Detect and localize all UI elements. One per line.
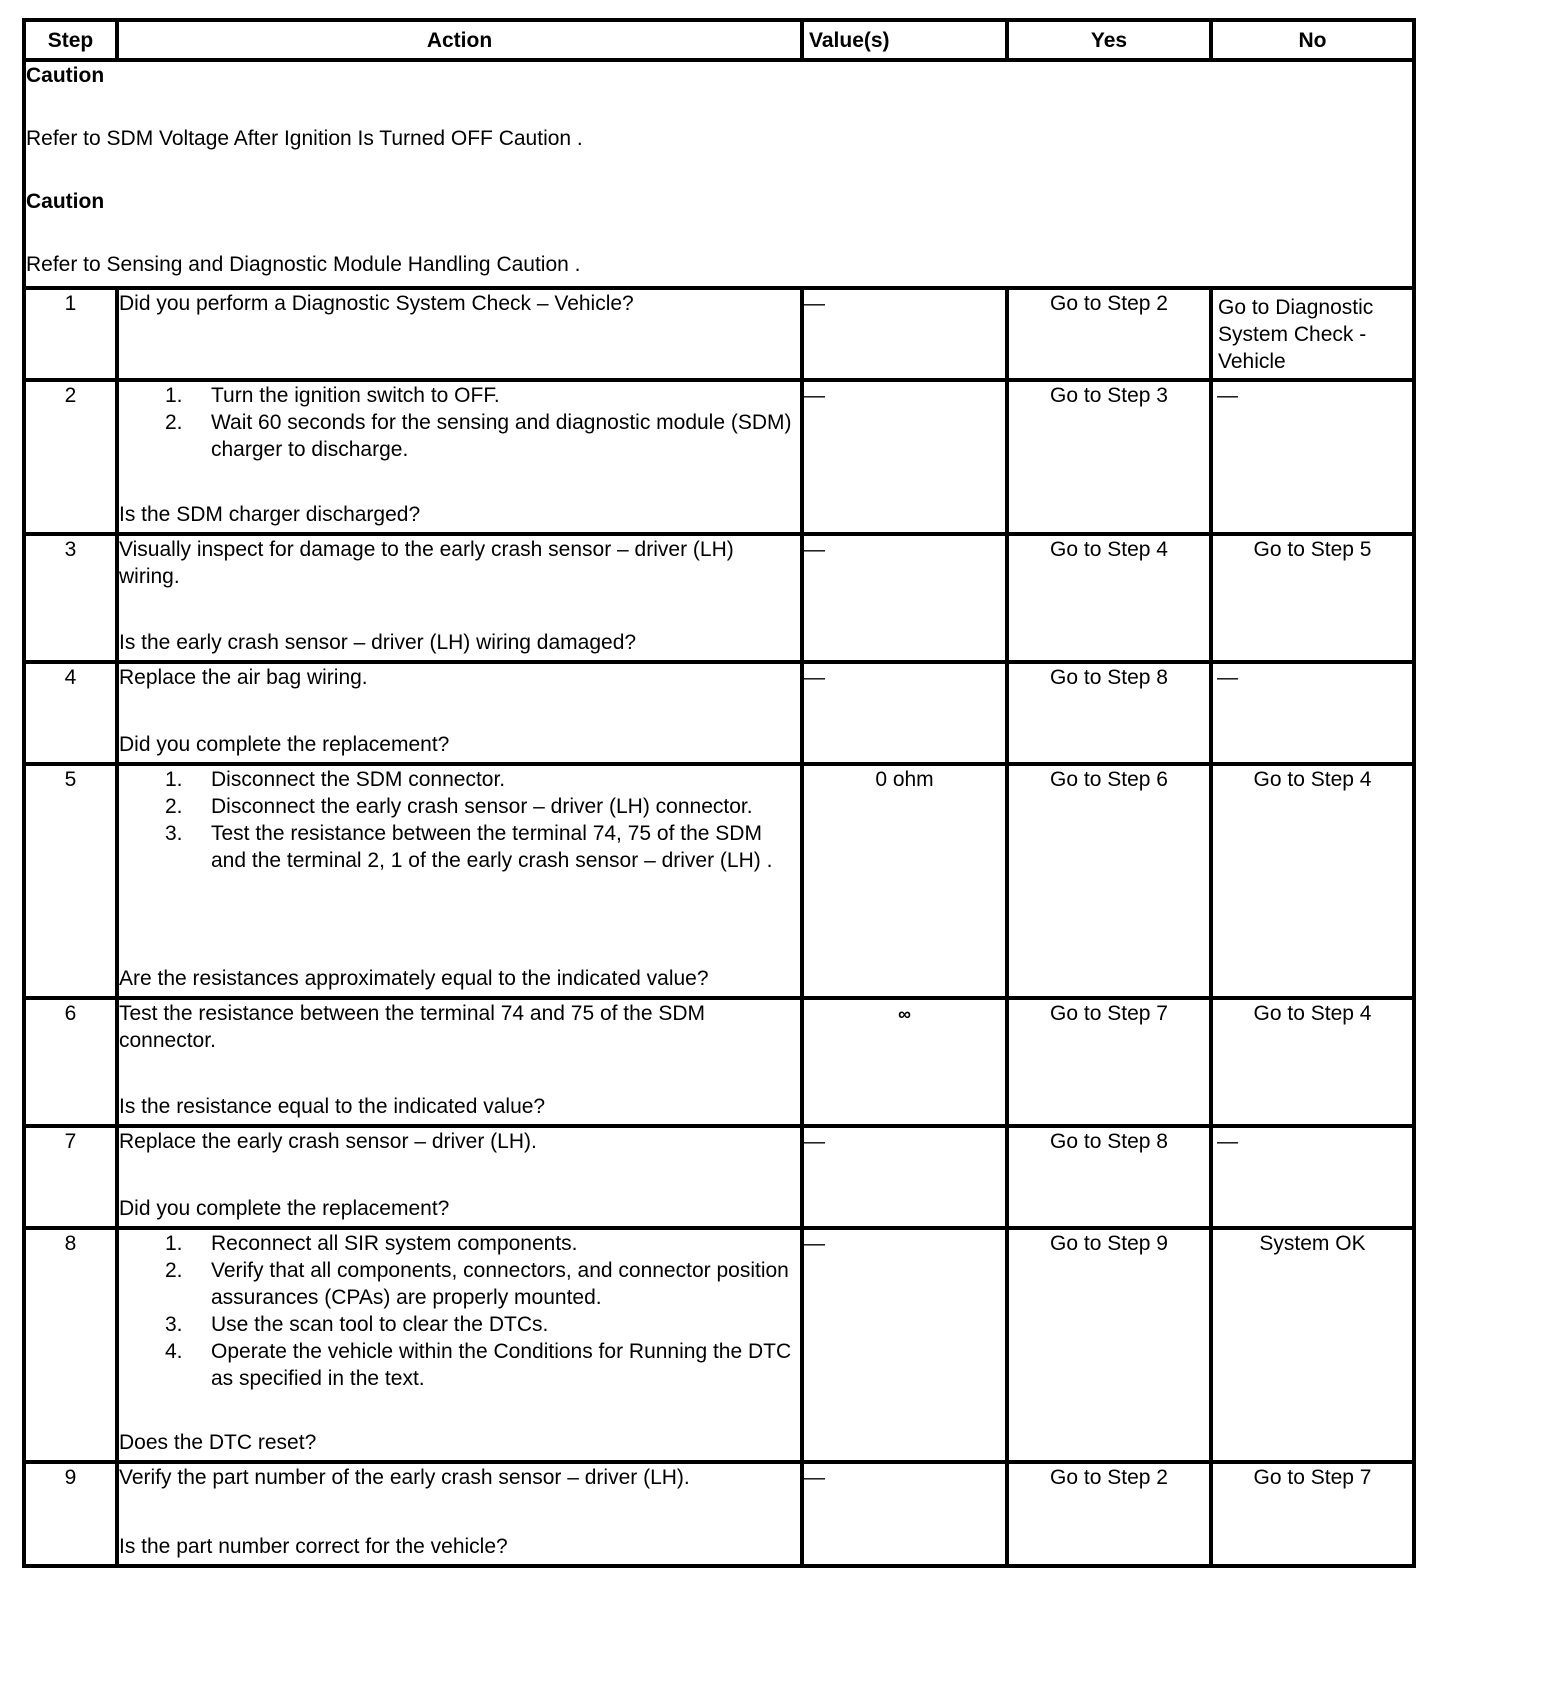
step-row xyxy=(24,380,1414,534)
caution-cell xyxy=(24,60,1414,288)
action-question: Is the part number correct for the vehicle? xyxy=(119,1535,508,1558)
no-cell: — xyxy=(1211,662,1414,764)
action-instruction: Test the resistance between the terminal 74 and 75 of the SDM connector. xyxy=(119,1002,706,1052)
step-number: 2 xyxy=(24,380,117,534)
step-number: 6 xyxy=(24,998,117,1126)
value-cell xyxy=(802,534,1007,662)
step-row xyxy=(24,1126,1414,1228)
no-cell: Go to Diagnostic System Check - Vehicle xyxy=(1211,288,1414,380)
step-number: 9 xyxy=(24,1462,117,1566)
value-text: — xyxy=(804,292,825,315)
diagnostic-table xyxy=(22,18,1416,1568)
value-cell xyxy=(802,764,1007,998)
caution-text: Refer to SDM Voltage After Ignition Is Turned OFF Caution . xyxy=(26,127,583,150)
value-text: — xyxy=(804,1130,825,1153)
action-step-text: Test the resistance between the terminal 74, 75 of the SDM and the terminal 2, 1 of the early crash sensor – driver (LH) . xyxy=(211,822,773,872)
action-cell xyxy=(117,1228,802,1462)
header-no: No xyxy=(1211,20,1414,60)
value-cell xyxy=(802,662,1007,764)
value-cell xyxy=(802,1228,1007,1462)
action-step-number: 1. xyxy=(165,1232,183,1255)
action-step-item xyxy=(165,793,800,820)
no-cell: System OK xyxy=(1211,1228,1414,1462)
step-row xyxy=(24,764,1414,998)
caution-text: Refer to Sensing and Diagnostic Module Handling Caution . xyxy=(26,253,581,276)
action-question: Is the early crash sensor – driver (LH) wiring damaged? xyxy=(119,631,637,654)
action-step-item xyxy=(165,1257,800,1311)
no-cell: Go to Step 7 xyxy=(1211,1462,1414,1566)
value-cell xyxy=(802,288,1007,380)
yes-cell: Go to Step 4 xyxy=(1007,534,1211,662)
action-cell xyxy=(117,534,802,662)
value-cell xyxy=(802,1462,1007,1566)
action-steps-list xyxy=(119,766,800,874)
action-step-item xyxy=(165,1338,800,1392)
action-step-number: 1. xyxy=(165,384,183,407)
caution-row xyxy=(24,60,1414,288)
yes-cell: Go to Step 8 xyxy=(1007,1126,1211,1228)
action-instruction: Did you perform a Diagnostic System Check – Vehicle? xyxy=(119,292,634,315)
value-text: — xyxy=(804,1466,825,1489)
step-row xyxy=(24,662,1414,764)
action-step-text: Wait 60 seconds for the sensing and diagnostic module (SDM) charger to discharge. xyxy=(211,411,792,461)
action-step-text: Operate the vehicle within the Conditions for Running the DTC as specified in the text. xyxy=(211,1340,792,1390)
action-step-text: Use the scan tool to clear the DTCs. xyxy=(211,1313,549,1336)
action-question: Are the resistances approximately equal to the indicated value? xyxy=(119,967,709,990)
action-step-number: 2. xyxy=(165,411,183,434)
value-cell xyxy=(802,998,1007,1126)
no-cell: — xyxy=(1211,1126,1414,1228)
yes-cell: Go to Step 2 xyxy=(1007,1462,1211,1566)
action-step-item xyxy=(165,820,800,874)
action-step-number: 3. xyxy=(165,822,183,845)
header-step: Step xyxy=(24,20,117,60)
action-step-item xyxy=(165,1230,800,1257)
no-cell: Go to Step 4 xyxy=(1211,764,1414,998)
step-row xyxy=(24,1462,1414,1566)
header-yes: Yes xyxy=(1007,20,1211,60)
action-cell xyxy=(117,380,802,534)
step-row xyxy=(24,288,1414,380)
action-step-text: Disconnect the early crash sensor – driver (LH) connector. xyxy=(211,795,753,818)
no-cell: Go to Step 4 xyxy=(1211,998,1414,1126)
action-question: Is the resistance equal to the indicated value? xyxy=(119,1095,546,1118)
header-values: Value(s) xyxy=(802,20,1007,60)
step-number: 3 xyxy=(24,534,117,662)
caution-title: Caution xyxy=(26,64,105,87)
action-cell xyxy=(117,288,802,380)
step-number: 5 xyxy=(24,764,117,998)
action-step-item xyxy=(165,409,800,463)
action-question: Is the SDM charger discharged? xyxy=(119,503,421,526)
action-question: Did you complete the replacement? xyxy=(119,733,450,756)
action-question: Did you complete the replacement? xyxy=(119,1197,450,1220)
caution-title: Caution xyxy=(26,190,105,213)
action-step-item xyxy=(165,382,800,409)
action-step-number: 2. xyxy=(165,795,183,818)
action-cell xyxy=(117,662,802,764)
value-text: 0 ohm xyxy=(875,768,934,791)
action-step-number: 1. xyxy=(165,768,183,791)
action-step-text: Disconnect the SDM connector. xyxy=(211,768,506,791)
step-number: 1 xyxy=(24,288,117,380)
no-cell: Go to Step 5 xyxy=(1211,534,1414,662)
yes-cell: Go to Step 8 xyxy=(1007,662,1211,764)
header-action: Action xyxy=(117,20,802,60)
step-row xyxy=(24,1228,1414,1462)
action-step-number: 3. xyxy=(165,1313,183,1336)
step-number: 4 xyxy=(24,662,117,764)
header-row xyxy=(24,20,1414,60)
value-text: — xyxy=(804,538,825,561)
action-step-text: Reconnect all SIR system components. xyxy=(211,1232,578,1255)
yes-cell: Go to Step 2 xyxy=(1007,288,1211,380)
action-instruction: Replace the early crash sensor – driver (LH). xyxy=(119,1130,537,1153)
value-cell xyxy=(802,380,1007,534)
value-text: — xyxy=(804,384,825,407)
value-text: — xyxy=(804,1232,825,1255)
value-text: — xyxy=(804,666,825,689)
action-step-item xyxy=(165,1311,800,1338)
value-text: ∞ xyxy=(898,1004,911,1024)
action-cell xyxy=(117,1126,802,1228)
action-question: Does the DTC reset? xyxy=(119,1431,317,1454)
action-step-number: 4. xyxy=(165,1340,183,1363)
step-row xyxy=(24,998,1414,1126)
yes-cell: Go to Step 7 xyxy=(1007,998,1211,1126)
action-step-number: 2. xyxy=(165,1259,183,1282)
yes-cell: Go to Step 3 xyxy=(1007,380,1211,534)
action-step-text: Verify that all components, connectors, and connector position assurances (CPAs) are properly mounted. xyxy=(211,1259,789,1309)
step-number: 7 xyxy=(24,1126,117,1228)
yes-cell: Go to Step 6 xyxy=(1007,764,1211,998)
action-step-text: Turn the ignition switch to OFF. xyxy=(211,384,500,407)
step-number: 8 xyxy=(24,1228,117,1462)
action-cell xyxy=(117,998,802,1126)
no-cell: — xyxy=(1211,380,1414,534)
action-cell xyxy=(117,1462,802,1566)
step-row xyxy=(24,534,1414,662)
action-steps-list xyxy=(119,1230,800,1392)
action-instruction: Visually inspect for damage to the early crash sensor – driver (LH) wiring. xyxy=(119,538,734,588)
action-instruction: Replace the air bag wiring. xyxy=(119,666,368,689)
value-cell xyxy=(802,1126,1007,1228)
action-cell xyxy=(117,764,802,998)
yes-cell: Go to Step 9 xyxy=(1007,1228,1211,1462)
action-instruction: Verify the part number of the early crash sensor – driver (LH). xyxy=(119,1466,690,1489)
action-steps-list xyxy=(119,382,800,463)
action-step-item xyxy=(165,766,800,793)
